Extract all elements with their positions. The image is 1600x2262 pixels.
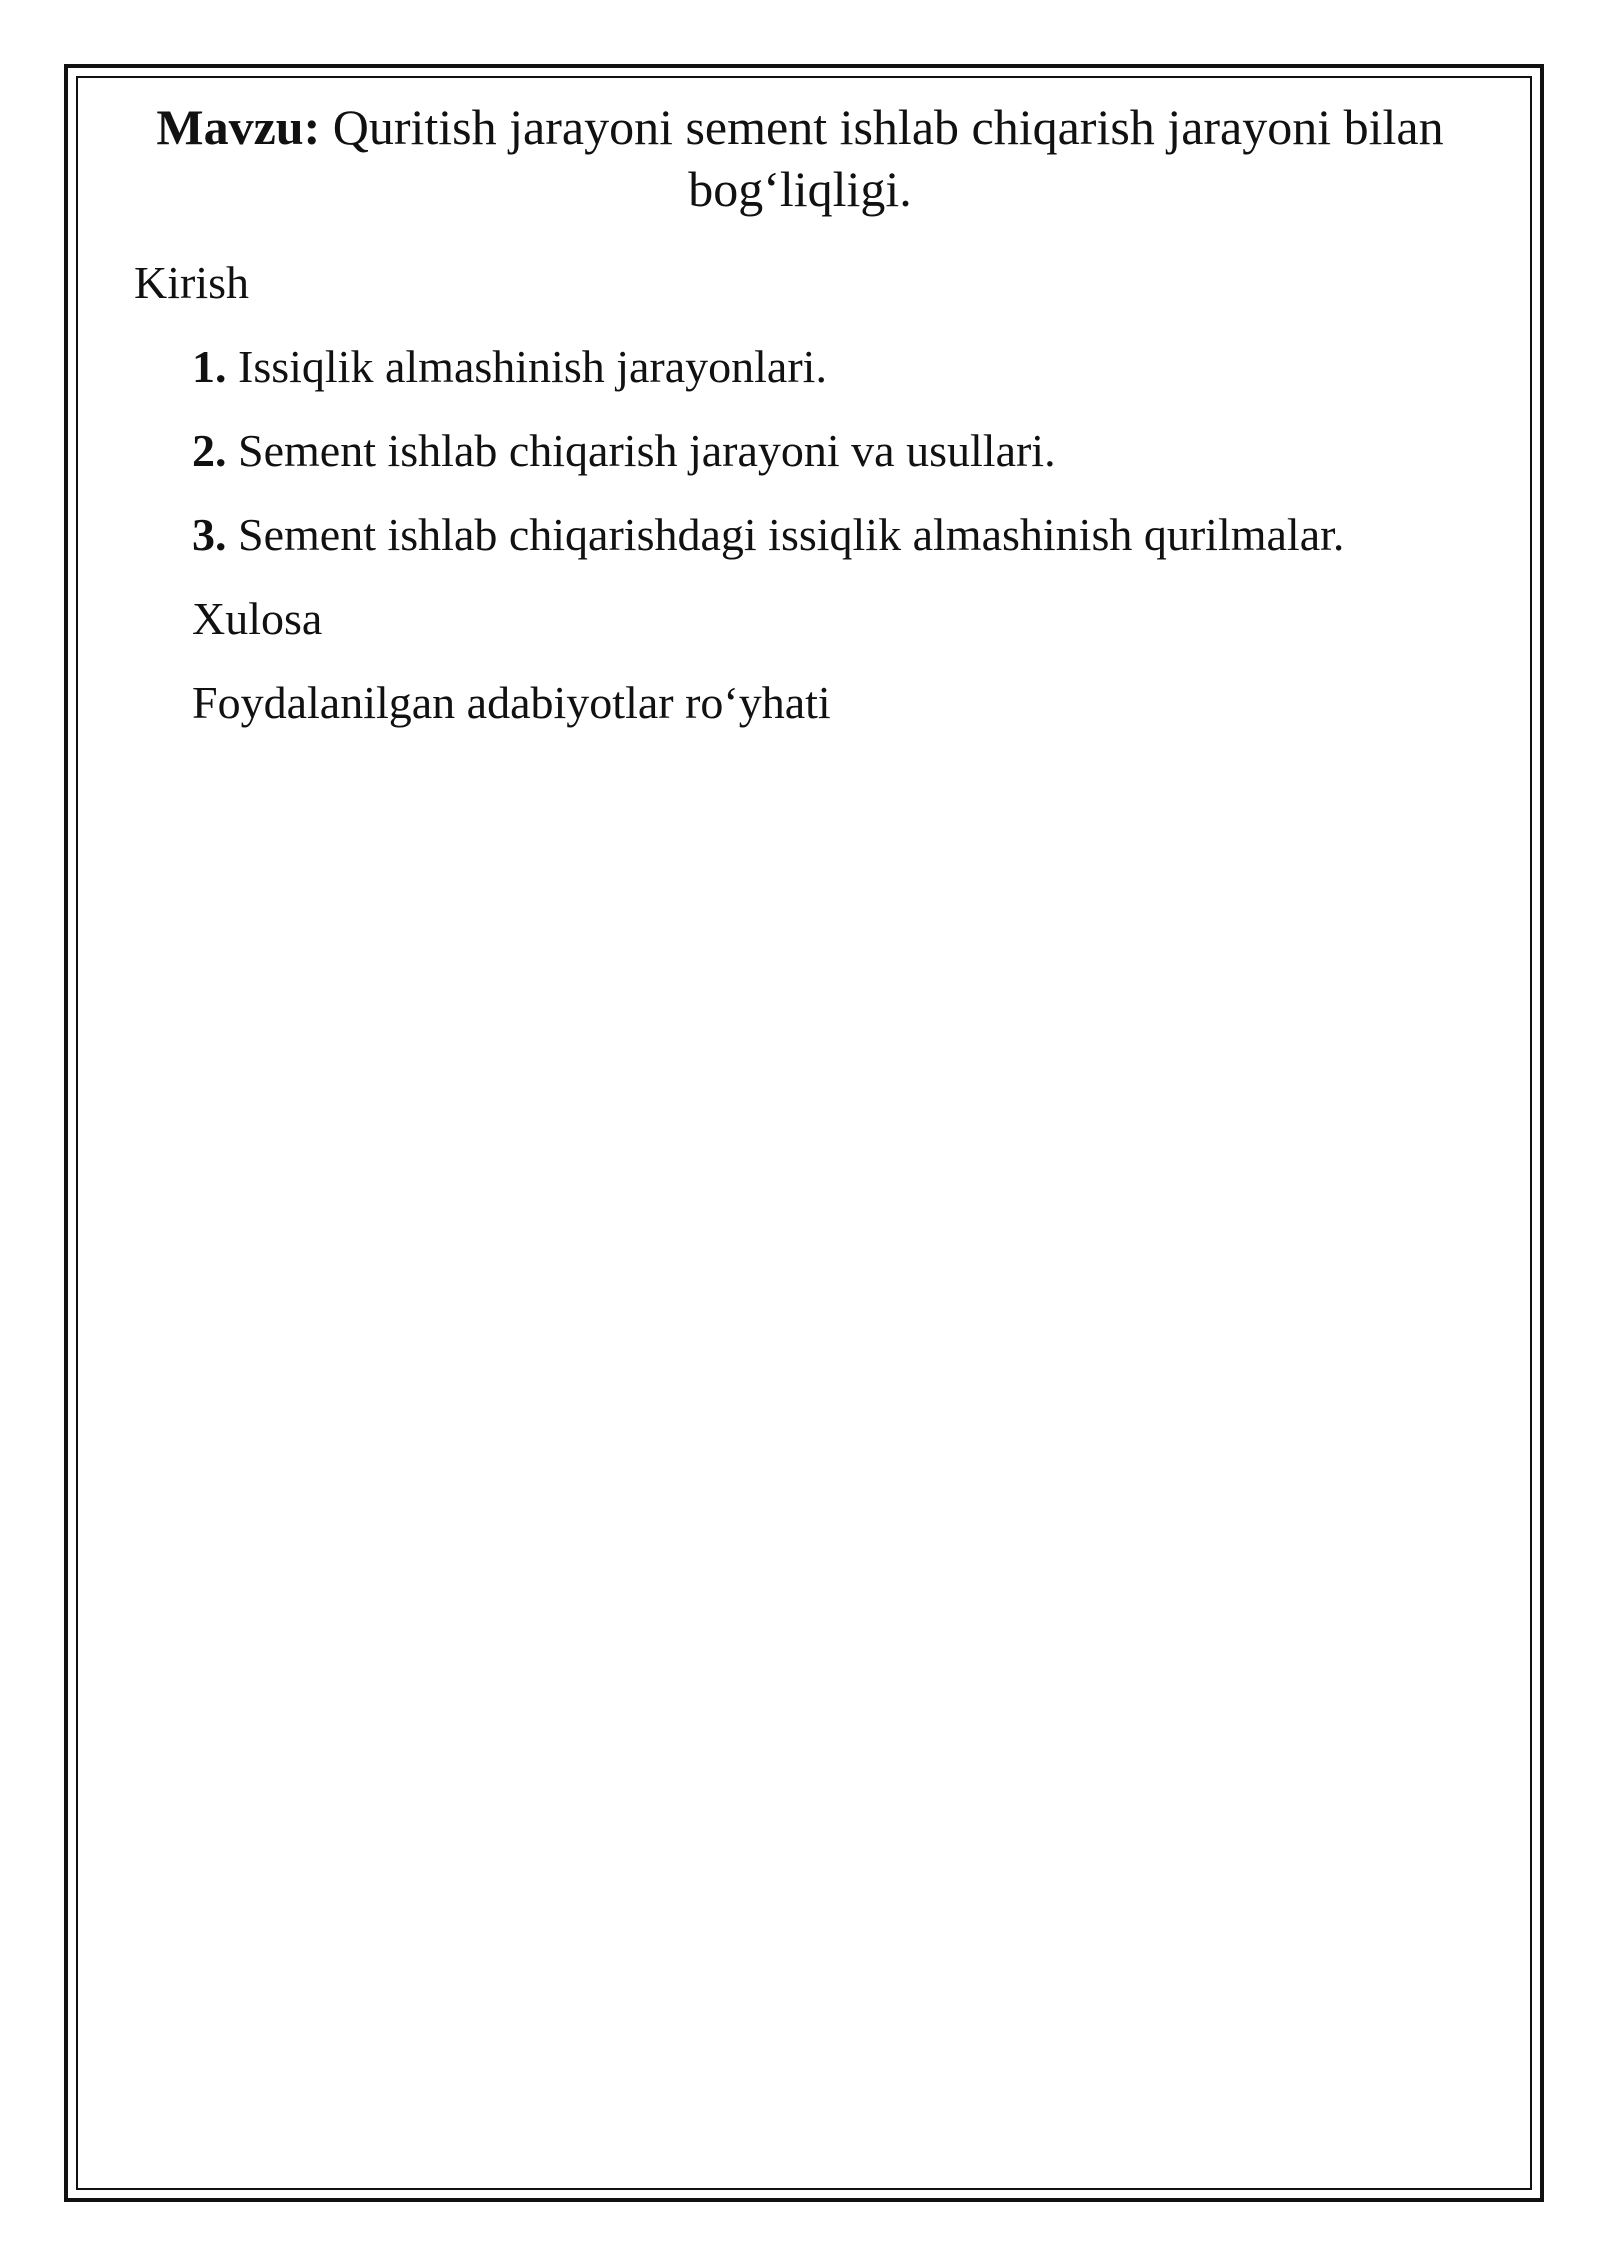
table-of-contents — [192, 339, 1344, 759]
toc-item-text: Issiqlik almashinish jarayonlari. — [238, 341, 827, 392]
toc-item — [192, 423, 1344, 507]
toc-item-text: Sement ishlab chiqarishdagi issiqlik almashinish qurilmalar. — [238, 509, 1345, 560]
toc-item-number: 2. — [192, 425, 227, 476]
toc-item-number: 3. — [192, 509, 227, 560]
title-text: Quritish jarayoni sement ishlab chiqarish jarayoni bilan bog‘liqligi. — [332, 99, 1444, 217]
title-label: Mavzu: — [156, 99, 321, 155]
toc-item — [192, 507, 1344, 591]
toc-item-number: 1. — [192, 341, 227, 392]
section-references: Foydalanilgan adabiyotlar ro‘yhati — [192, 677, 831, 728]
toc-item — [192, 339, 1344, 423]
section-intro: Kirish — [134, 257, 249, 308]
toc-item-text: Sement ishlab chiqarish jarayoni va usullari. — [238, 425, 1056, 476]
section-conclusion: Xulosa — [192, 593, 323, 644]
document-title — [150, 96, 1450, 220]
